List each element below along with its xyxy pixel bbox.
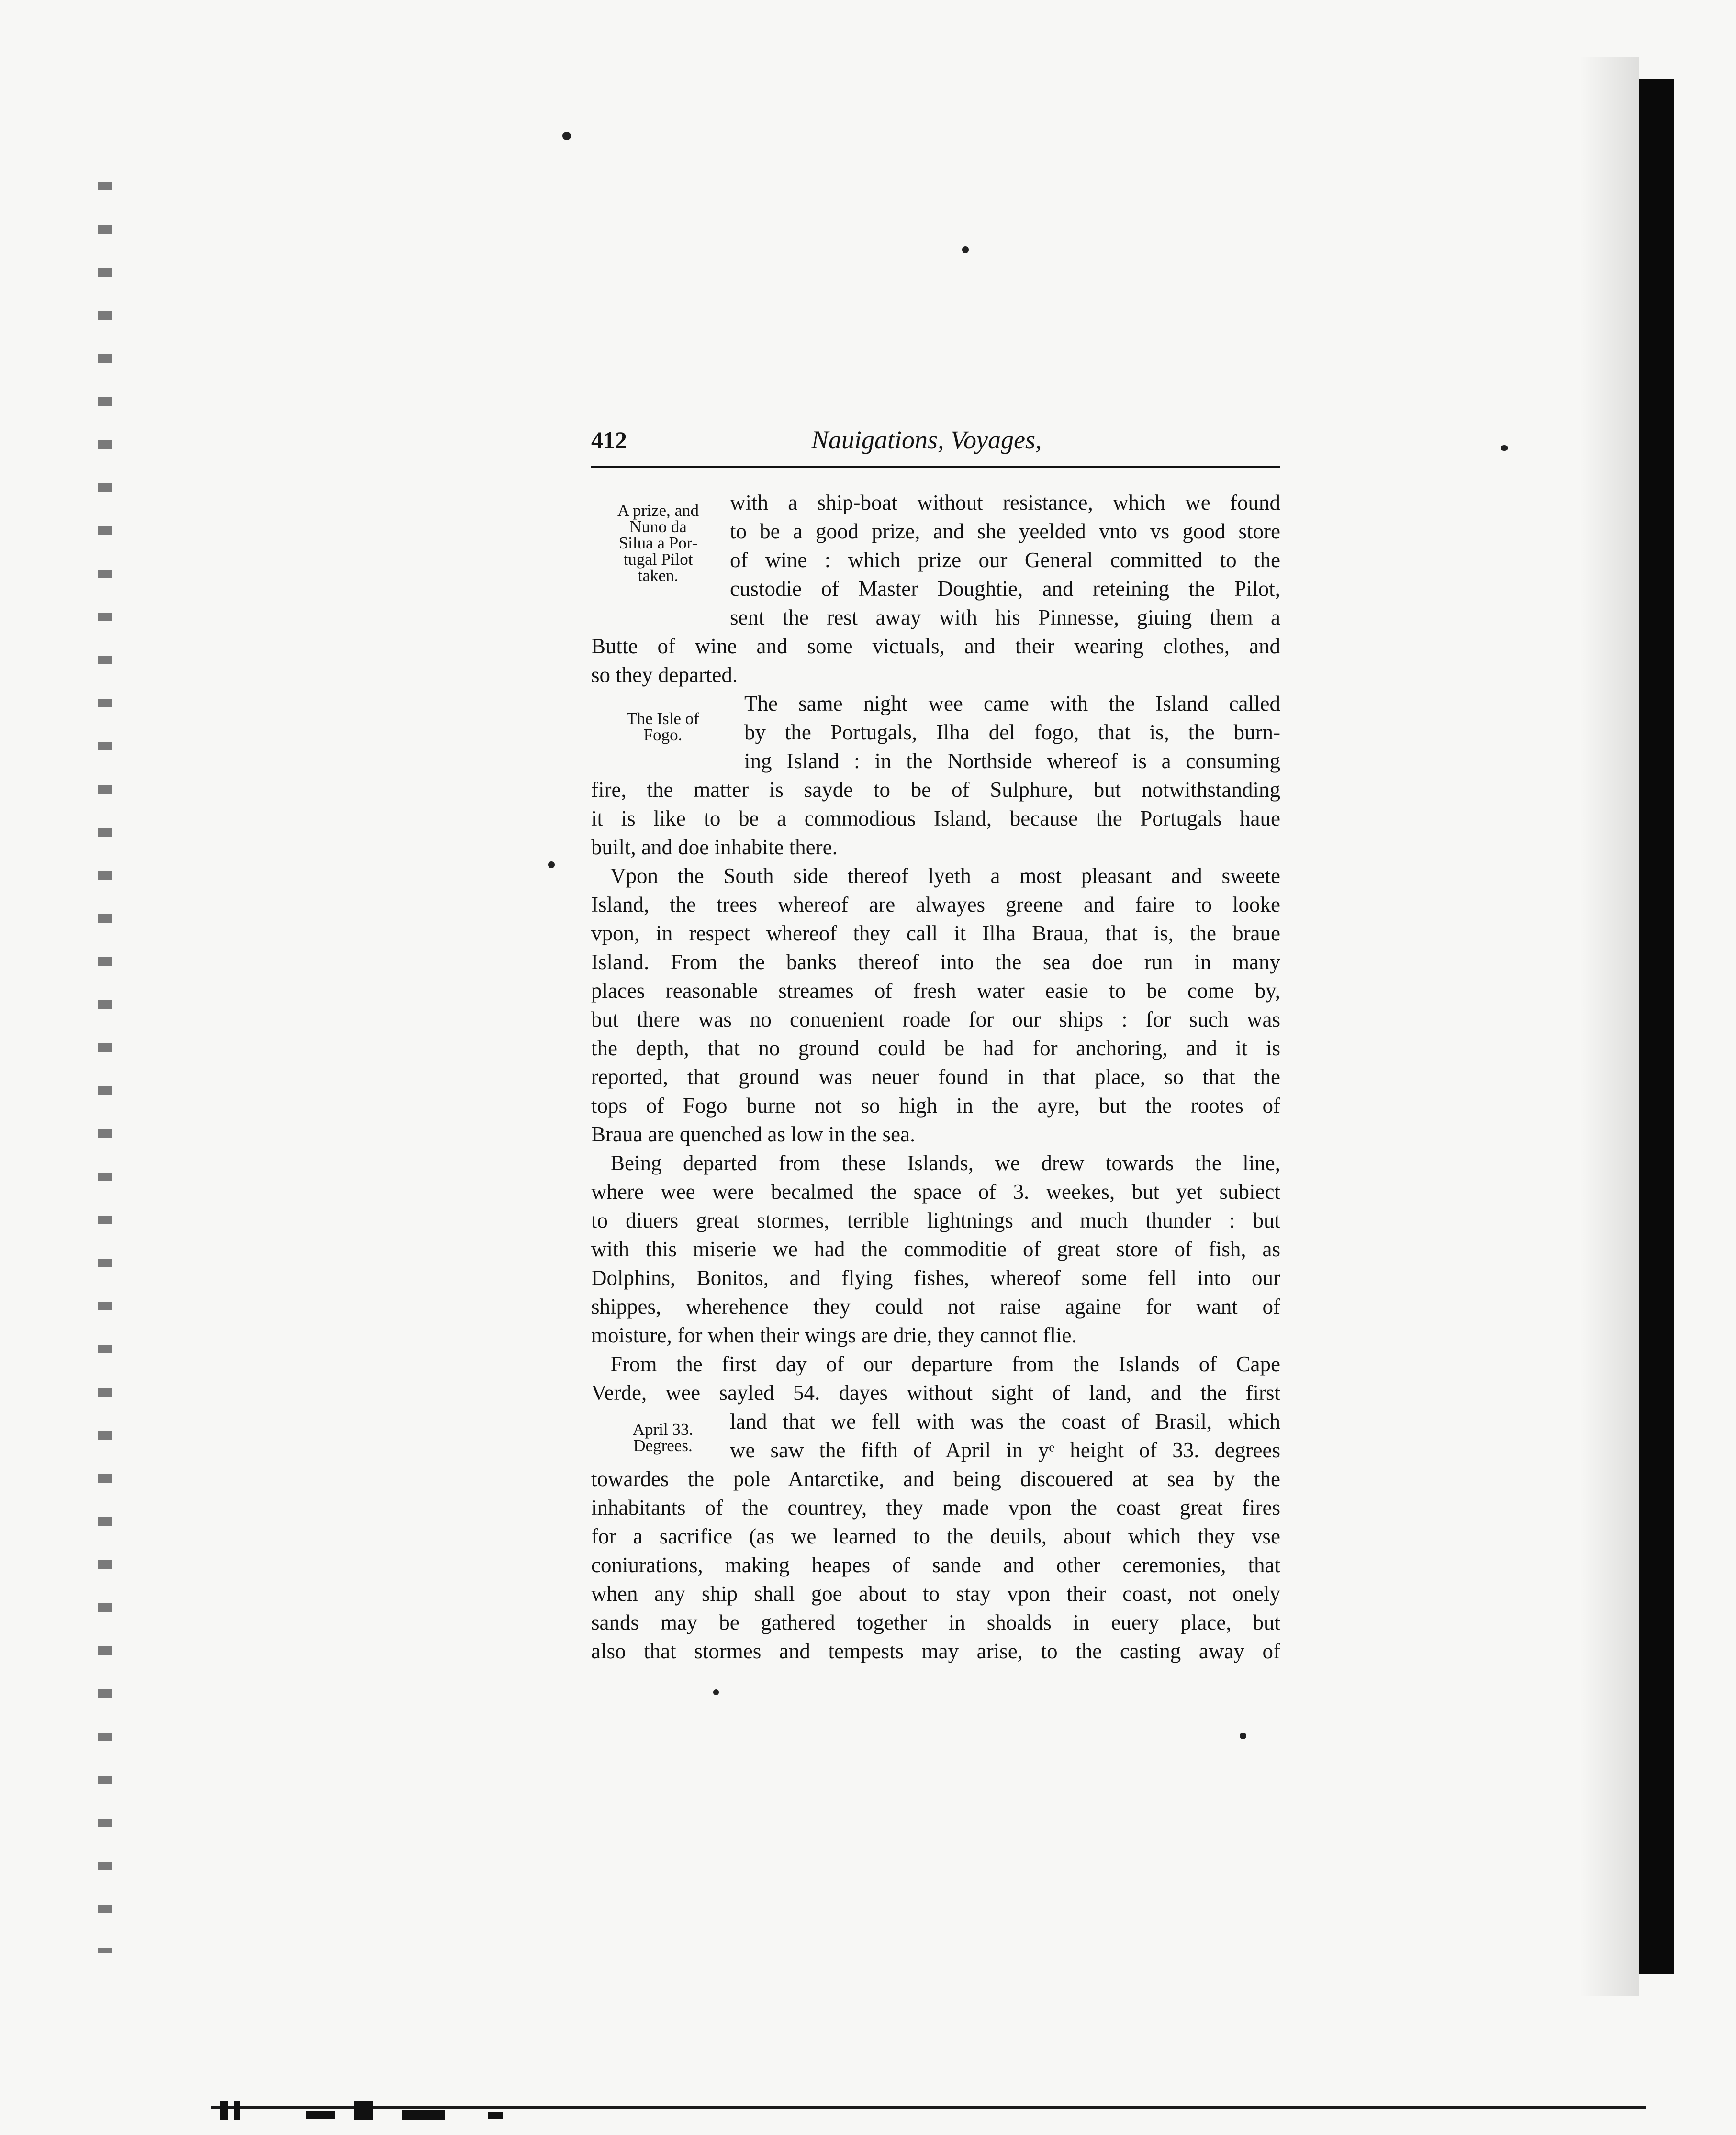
text-line: built, and doe inhabite there. xyxy=(591,835,838,859)
text-line: Island, the trees whereof are alwayes greene and faire to looke xyxy=(591,893,1280,917)
text-line: inhabitants of the countrey, they made vpon the coast great fires xyxy=(591,1496,1280,1520)
scan-speck xyxy=(548,861,555,868)
text-line: ing Island : in the Northside whereof is a consuming xyxy=(744,749,1280,773)
scan-left-edge-noise xyxy=(98,182,112,1953)
text-line: coniurations, making heapes of sande and other ceremonies, that xyxy=(591,1553,1280,1577)
margin-note-line: Nuno da xyxy=(629,517,687,536)
text-line: to be a good prize, and she yeelded vnto vs good store xyxy=(730,519,1280,543)
text-line: places reasonable streames of fresh water easie to be come by, xyxy=(591,979,1280,1003)
header-rule xyxy=(591,466,1280,468)
text-line: it is like to be a commodious Island, because the Portugals haue xyxy=(591,806,1280,830)
text-line: tops of Fogo burne not so high in the ayre, but the rootes of xyxy=(591,1094,1280,1118)
text-line: with this miserie we had the commoditie of great store of fish, as xyxy=(591,1237,1280,1261)
text-line: fire, the matter is sayde to be of Sulphure, but notwithstanding xyxy=(591,778,1280,802)
text-line: vpon, in respect whereof they call it Ilha Braua, that is, the braue xyxy=(591,921,1280,945)
text-line: Vpon the South side thereof lyeth a most pleasant and sweete xyxy=(610,864,1280,888)
margin-note-line: tugal Pilot xyxy=(623,550,693,569)
text-line: with a ship-boat without resistance, which we found xyxy=(730,491,1280,514)
text-line: Verde, wee sayled 54. dayes without sight of land, and the first xyxy=(591,1381,1280,1405)
text-line: Braua are quenched as low in the sea. xyxy=(591,1122,916,1146)
text-line: Butte of wine and some victuals, and their wearing clothes, and xyxy=(591,634,1280,658)
text-line: for a sacrifice (as we learned to the deuils, about which they vse xyxy=(591,1524,1280,1548)
scan-bottom-marks xyxy=(220,2101,507,2120)
text-line: custodie of Master Doughtie, and reteining the Pilot, xyxy=(730,577,1280,601)
scan-edge-shadow xyxy=(1579,57,1639,1996)
text-line: by the Portugals, Ilha del fogo, that is, the burn- xyxy=(744,720,1280,744)
text-line: Being departed from these Islands, we drew towards the line, xyxy=(610,1151,1280,1175)
margin-note-line: taken. xyxy=(638,566,679,585)
text-line: land that we fell with was the coast of Brasil, which xyxy=(730,1409,1280,1433)
margin-note-line: Silua a Por- xyxy=(618,534,698,552)
scan-speck xyxy=(562,132,571,140)
margin-note-line: Degrees. xyxy=(633,1436,693,1455)
running-head xyxy=(591,421,1290,459)
text-line: of wine : which prize our General committed to the xyxy=(730,548,1280,572)
text-line: where wee were becalmed the space of 3. weekes, but yet subiect xyxy=(591,1180,1280,1204)
text-line: shippes, wherehence they could not raise againe for want of xyxy=(591,1295,1280,1319)
text-line: but there was no conuenient roade for our ships : for such was xyxy=(591,1007,1280,1031)
text-line: Island. From the banks thereof into the sea doe run in many xyxy=(591,950,1280,974)
running-title: Nauigations, Voyages, xyxy=(811,425,1042,454)
scan-speck xyxy=(1501,445,1508,451)
text-line: From the first day of our departure from the Islands of Cape xyxy=(610,1352,1280,1376)
text-line: sands may be gathered together in shoalds in euery place, but xyxy=(591,1610,1280,1634)
text-line: we saw the fifth of April in yᵉ height of 33. degrees xyxy=(730,1438,1280,1462)
text-line: to diuers great stormes, terrible lightnings and much thunder : but xyxy=(591,1208,1280,1232)
text-line: sent the rest away with his Pinnesse, giuing them a xyxy=(730,605,1280,629)
text-line: reported, that ground was neuer found in that place, so that the xyxy=(591,1065,1280,1089)
margin-note-fogo xyxy=(591,711,735,743)
text-line: The same night wee came with the Island called xyxy=(744,692,1280,715)
text-line: the depth, that no ground could be had for anchoring, and it is xyxy=(591,1036,1280,1060)
margin-note-line: April 33. xyxy=(632,1420,694,1439)
text-line: Dolphins, Bonitos, and flying fishes, whereof some fell into our xyxy=(591,1266,1280,1290)
text-line: towardes the pole Antarctike, and being discouered at sea by the xyxy=(591,1467,1280,1491)
scan-speck xyxy=(962,246,969,253)
text-line: moisture, for when their wings are drie, they cannot flie. xyxy=(591,1323,1077,1347)
margin-note-line: A prize, and xyxy=(617,501,699,520)
text-line: when any ship shall goe about to stay vpon their coast, not onely xyxy=(591,1582,1280,1606)
margin-note-line: Fogo. xyxy=(643,726,683,744)
text-line: also that stormes and tempests may arise, to the casting away of xyxy=(591,1639,1280,1663)
page-number: 412 xyxy=(591,426,627,453)
text-line: so they departed. xyxy=(591,663,738,687)
scan-speck xyxy=(1240,1733,1246,1739)
margin-note-april xyxy=(601,1421,725,1454)
margin-note-prize xyxy=(591,503,725,584)
book-page xyxy=(591,421,1290,1713)
margin-note-line: The Isle of xyxy=(627,709,699,728)
scan-binding-shadow xyxy=(1639,79,1674,1974)
